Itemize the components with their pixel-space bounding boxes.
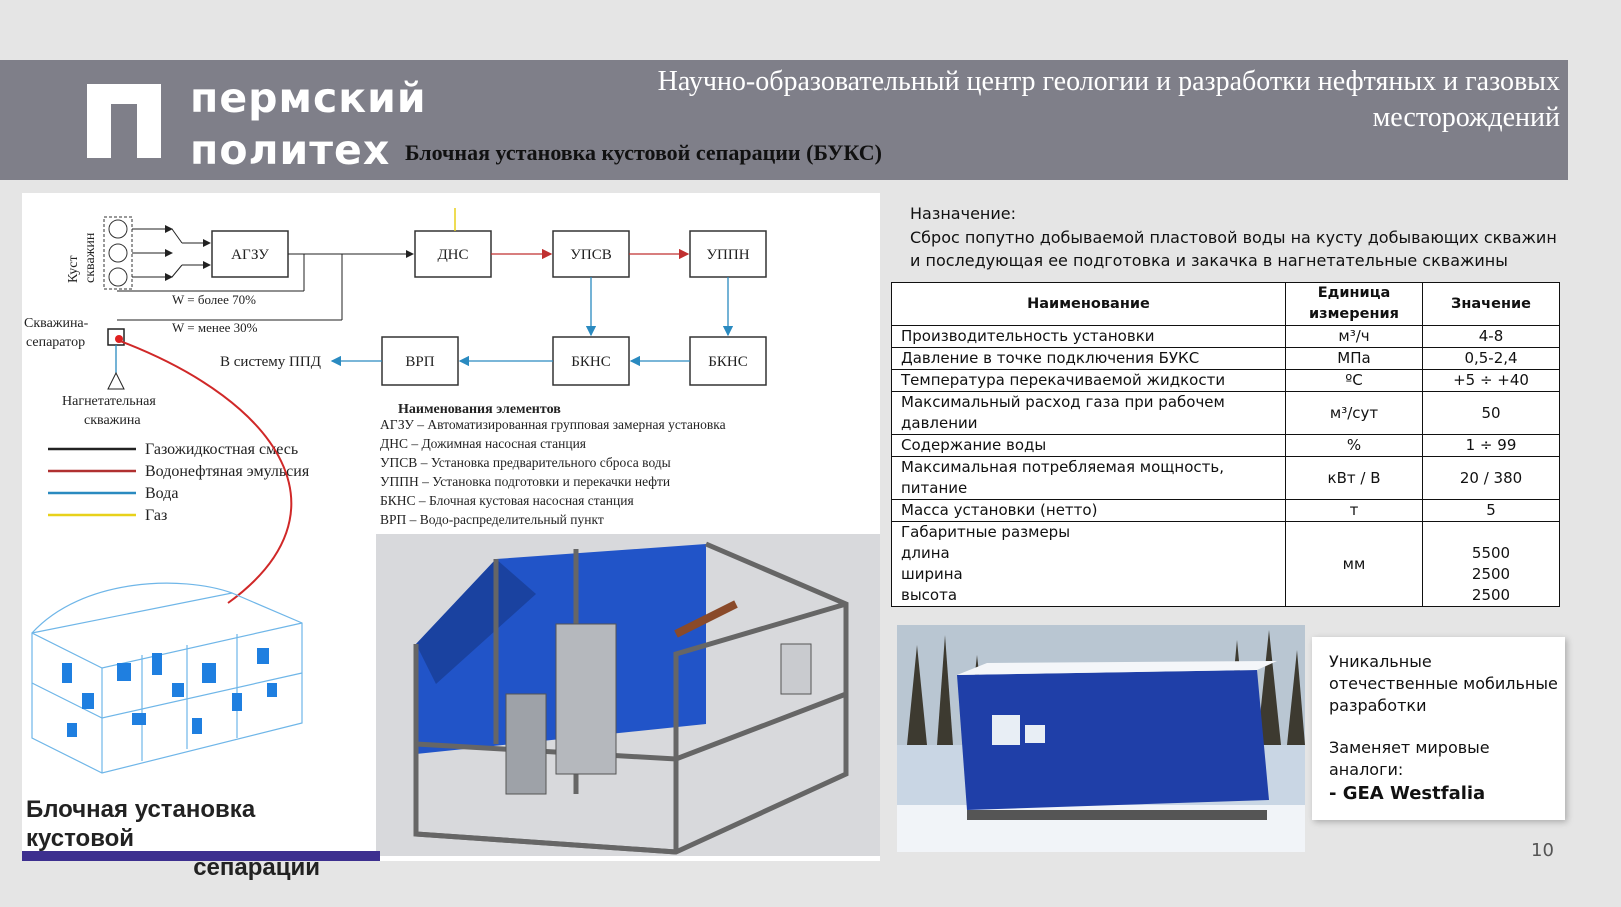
row-unit: мм (1286, 522, 1423, 607)
injection-well-label: Нагнетательная (62, 394, 156, 409)
row-unit: м³/ч (1286, 326, 1423, 348)
table-row (892, 435, 1560, 457)
element-definition: ДНС – Дожимная насосная станция (380, 436, 587, 451)
col-header-unit: Единица измерения (1286, 283, 1423, 326)
card-line4: Заменяет мировые (1329, 738, 1490, 757)
card-line3: разработки (1329, 696, 1427, 715)
row-name: Содержание воды (892, 435, 1286, 457)
logo (190, 72, 427, 176)
block-dns (415, 231, 491, 277)
table-row (892, 370, 1560, 392)
legend-label: Газ (145, 507, 168, 524)
row-name: Давление в точке подключения БУКС (892, 348, 1286, 370)
row-unit: м³/сут (1286, 392, 1423, 435)
card-bullet: - GEA Westfalia (1329, 783, 1486, 804)
row-unit: т (1286, 500, 1423, 522)
well-icon (109, 220, 127, 238)
legend-label: Газожидкостная смесь (145, 441, 299, 458)
card-line2: отечественные мобильные (1329, 674, 1558, 693)
table-header-row (892, 283, 1560, 326)
cluster-label-2: скважин (83, 232, 98, 283)
table-row (892, 500, 1560, 522)
block-vrp (382, 337, 458, 385)
dims-length-value: 5500 (1471, 544, 1511, 562)
center-title (560, 64, 1560, 136)
dims-height-value: 2500 (1471, 586, 1511, 604)
wireframe-equipment-image (32, 583, 302, 773)
legend (48, 441, 310, 524)
caption-line1: Блочная установка кустовой (26, 796, 256, 852)
legend-label: Водонефтяная эмульсия (145, 463, 310, 480)
block-upsv (553, 231, 629, 277)
svg-text:ДНС: ДНС (437, 247, 469, 263)
row-unit: кВт / В (1286, 457, 1423, 500)
row-name: Производительность установки (892, 326, 1286, 348)
dims-height-label: высота (901, 586, 958, 604)
page-number: 10 (1531, 840, 1554, 861)
row-name (892, 522, 1286, 607)
element-definition: ВРП – Водо-распределительный пункт (380, 512, 604, 527)
svg-text:БКНС: БКНС (708, 354, 748, 370)
svg-text:УПСВ: УПСВ (570, 247, 612, 263)
dims-width-label: ширина (901, 565, 963, 583)
dims-width-value: 2500 (1471, 565, 1511, 583)
specs-table (891, 282, 1560, 607)
svg-text:УППН: УППН (706, 247, 750, 263)
svg-text:АГЗУ: АГЗУ (231, 247, 269, 263)
row-value (1423, 522, 1560, 607)
dims-title: Габаритные размеры (901, 523, 1071, 541)
row-value: 1 ÷ 99 (1423, 435, 1560, 457)
logo-icon (87, 84, 161, 158)
svg-text:ВРП: ВРП (405, 354, 435, 370)
header-bar (0, 60, 1568, 180)
table-row (892, 326, 1560, 348)
logo-line2: политех (190, 126, 391, 174)
row-value: 5 (1423, 500, 1560, 522)
legend-label: Вода (145, 485, 179, 502)
svg-text:сепаратор: сепаратор (26, 335, 86, 350)
row-value: +5 ÷ +40 (1423, 370, 1560, 392)
row-unit: % (1286, 435, 1423, 457)
element-definition: УПСВ – Установка предварительного сброса воды (380, 455, 671, 470)
element-definition: УППН – Установка подготовки и перекачки нефти (380, 474, 671, 489)
well-icon (109, 244, 127, 262)
table-row (892, 392, 1560, 435)
w-less-label: W = менее 30% (172, 320, 258, 335)
elements-list (380, 417, 726, 527)
slide-title: Блочная установка кустовой сепарации (БУКС) (405, 140, 882, 165)
block-agzu (212, 231, 288, 277)
table-row-dimensions (892, 522, 1560, 607)
svg-text:скважина: скважина (84, 413, 141, 428)
dims-length-label: длина (901, 544, 950, 562)
table-row (892, 457, 1560, 500)
card-line5: аналоги: (1329, 760, 1404, 779)
to-ppd-label: В систему ППД (220, 354, 321, 370)
injection-well-icon (108, 373, 124, 389)
purpose-line2: и последующая ее подготовка и закачка в нагнетательные скважины (910, 251, 1508, 270)
purpose-heading: Назначение: (910, 204, 1016, 223)
svg-text:БКНС: БКНС (571, 354, 611, 370)
element-definition: АГЗУ – Автоматизированная групповая замерная установка (380, 417, 726, 432)
element-definition: БКНС – Блочная кустовая насосная станция (380, 493, 634, 508)
equipment-3d-render-image (376, 534, 880, 856)
info-card (1312, 637, 1565, 820)
well-group (104, 217, 132, 289)
caption-line2: сепарации (193, 854, 320, 881)
elements-title: Наименования элементов (398, 402, 561, 417)
row-name: Температура перекачиваемой жидкости (892, 370, 1286, 392)
w-more-label: W = более 70% (172, 292, 256, 307)
field-photo-image (897, 625, 1305, 852)
row-unit: ºС (1286, 370, 1423, 392)
row-name: Максимальная потребляемая мощность, питание (892, 457, 1286, 500)
well-separator-label: Скважина- (24, 316, 89, 331)
block-uppn (690, 231, 766, 277)
cluster-label: Куст (66, 255, 81, 283)
row-name: Максимальный расход газа при рабочем давлении (892, 392, 1286, 435)
center-title-line1: Научно-образовательный центр геологии и разработки нефтяных и газовых (657, 66, 1560, 97)
card-line1: Уникальные (1329, 652, 1432, 671)
block-bkns-1 (553, 337, 629, 385)
block-bkns-2 (690, 337, 766, 385)
purpose-line1: Сброс попутно добываемой пластовой воды на кусту добывающих скважин (910, 228, 1557, 247)
well-icon (109, 268, 127, 286)
center-title-line2: месторождений (1372, 102, 1560, 133)
row-name: Масса установки (нетто) (892, 500, 1286, 522)
row-unit: МПа (1286, 348, 1423, 370)
purpose-section (910, 202, 1560, 272)
logo-line1: пермский (190, 74, 427, 122)
table-row (892, 348, 1560, 370)
row-value: 4-8 (1423, 326, 1560, 348)
row-value: 50 (1423, 392, 1560, 435)
col-header-name: Наименование (892, 283, 1286, 326)
row-value: 20 / 380 (1423, 457, 1560, 500)
row-value: 0,5-2,4 (1423, 348, 1560, 370)
diagram-caption (26, 795, 320, 882)
col-header-value: Значение (1423, 283, 1560, 326)
